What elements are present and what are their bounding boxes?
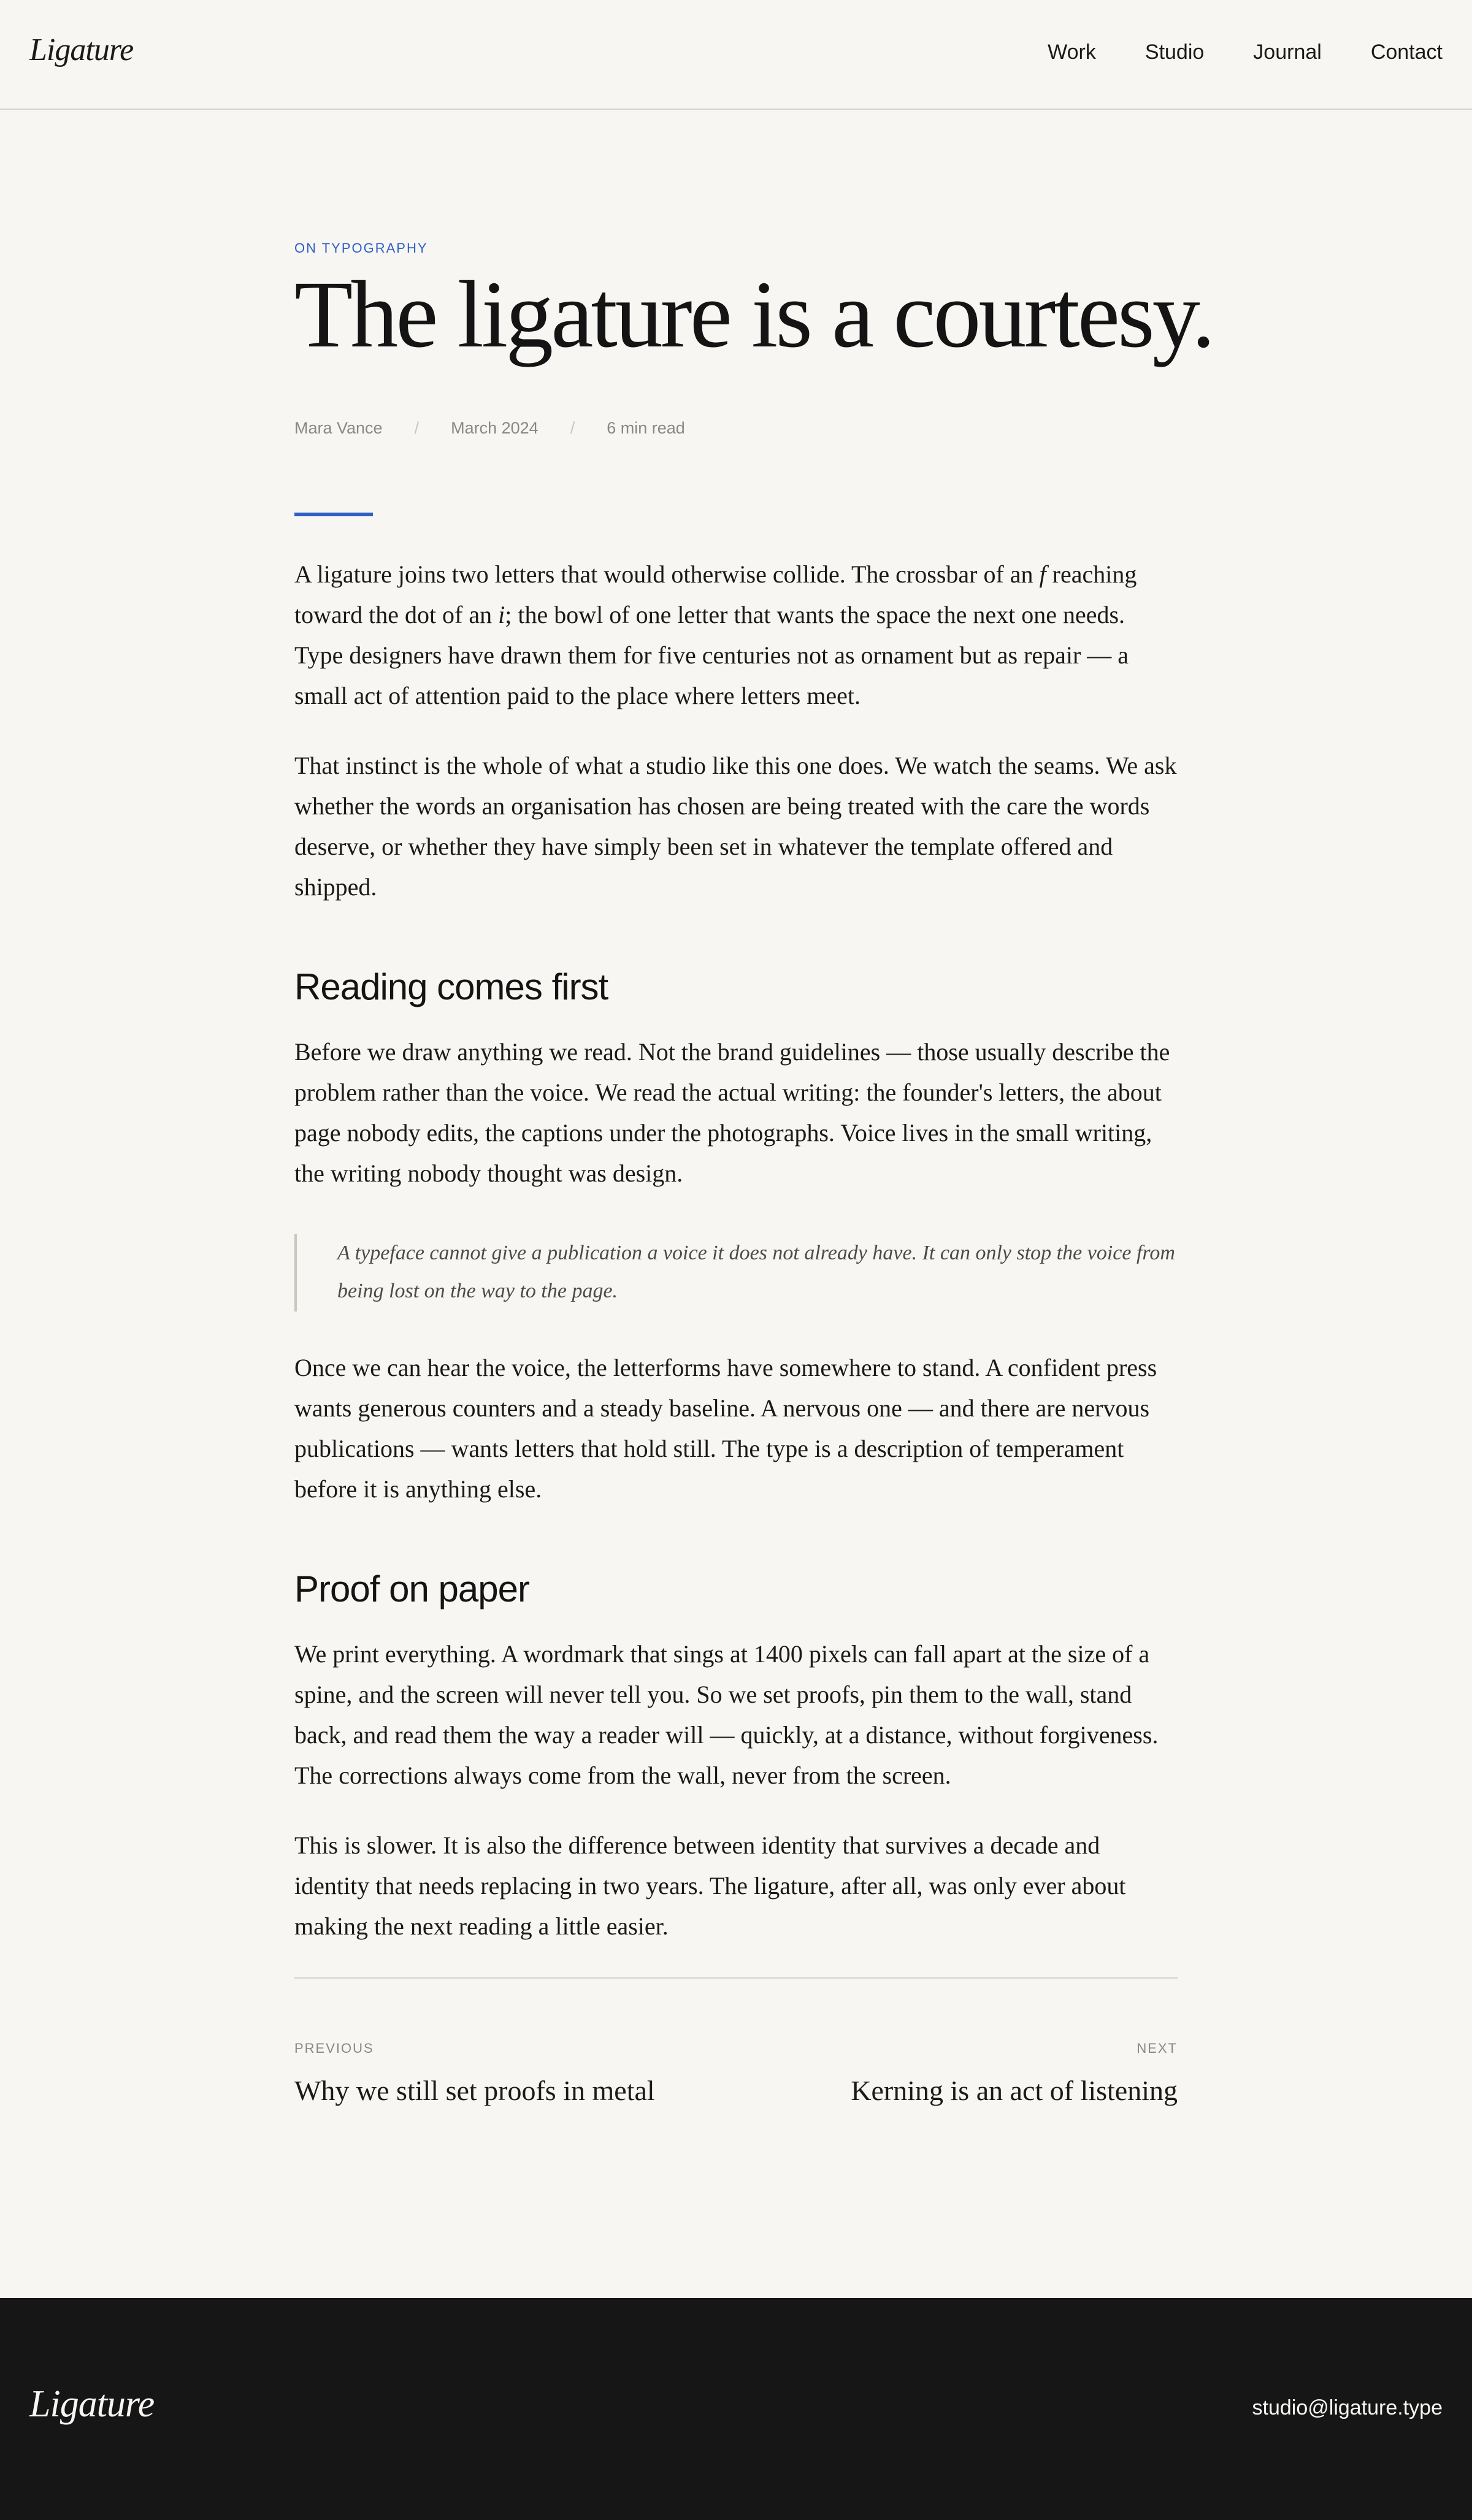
article-end-divider xyxy=(294,1977,1178,1979)
next-article-link[interactable]: Kerning is an act of listening xyxy=(851,2075,1178,2106)
paragraph-text: A ligature joins two letters that would otherwise collide. The crossbar of an xyxy=(294,560,1040,588)
paragraph-text: reaching toward the dot of an xyxy=(294,560,1137,628)
article-paragraph xyxy=(294,554,1178,716)
section-heading: Proof on paper xyxy=(294,1568,529,1609)
article-paragraph: Once we can hear the voice, the letterforms have somewhere to stand. A confident press wants generous counters and a steady baseline. A nervous one — and there are nervous publications — wants letters that hold still. The type is a description of temperament before it is anything else. xyxy=(294,1354,1157,1503)
article-meta xyxy=(294,419,685,438)
accent-rule xyxy=(294,513,373,516)
author-name: Mara Vance xyxy=(294,419,383,437)
nav-item-studio[interactable]: Studio xyxy=(1144,40,1205,64)
article-paragraph: We print everything. A wordmark that sings at 1400 pixels can fall apart at the size of a spine, and the screen will never tell you. So we set proofs, pin them to the wall, stand back, and read them the way a reader will — quickly, at a distance, without forgiveness. The corrections always come from the wall, never from the screen. xyxy=(294,1640,1159,1789)
footer-logo[interactable]: Ligature xyxy=(29,2383,155,2425)
article-paragraph: This is slower. It is also the difference between identity that survives a decade and identity that needs replacing in two years. The ligature, after all, was only ever about making the next reading a little easier. xyxy=(294,1831,1126,1940)
site-logo[interactable]: Ligature xyxy=(29,32,134,67)
pull-quote: A typeface cannot give a publication a voice it does not already have. It can only stop the voice from being lost on the way to the page. xyxy=(294,1234,1178,1312)
italic-letter: i xyxy=(498,601,505,628)
article-kicker[interactable]: ON TYPOGRAPHY xyxy=(294,240,428,256)
site-footer xyxy=(0,2298,1472,2520)
previous-label: PREVIOUS xyxy=(294,2041,374,2056)
article-paragraph: That instinct is the whole of what a studio like this one does. We watch the seams. We ask whether the words an organisation has chosen are being treated with the care the words deserve, or whether they have simply been set in whatever the template offered and shipped. xyxy=(294,752,1177,901)
publish-date: March 2024 xyxy=(451,419,539,437)
meta-separator: / xyxy=(414,419,420,437)
nav-item-journal[interactable]: Journal xyxy=(1253,40,1322,64)
site-header xyxy=(0,0,1472,110)
nav-item-work[interactable]: Work xyxy=(1048,40,1096,64)
article-paragraph: Before we draw anything we read. Not the brand guidelines — those usually describe the problem rather than the voice. We read the actual writing: the founder's letters, the about page nobody edits, the captions under the photographs. Voice lives in the small writing, the writing nobody thought was design. xyxy=(294,1038,1170,1187)
paragraph-text: ; the bowl of one letter that wants the space the next one needs. Type designers have drawn them for five centuries not as ornament but as repair — a small act of attention paid to the place where letters meet. xyxy=(294,601,1129,709)
next-label: NEXT xyxy=(1137,2041,1178,2056)
article-title: The ligature is a courtesy. xyxy=(294,261,1213,367)
nav-item-contact[interactable]: Contact xyxy=(1370,40,1443,64)
footer-email-link[interactable]: studio@ligature.type xyxy=(1252,2396,1443,2419)
previous-article-link[interactable]: Why we still set proofs in metal xyxy=(294,2075,655,2106)
meta-separator: / xyxy=(570,419,575,437)
italic-letter: f xyxy=(1039,560,1046,588)
section-heading: Reading comes first xyxy=(294,966,608,1007)
main-nav xyxy=(1048,40,1443,64)
read-time: 6 min read xyxy=(607,419,685,437)
